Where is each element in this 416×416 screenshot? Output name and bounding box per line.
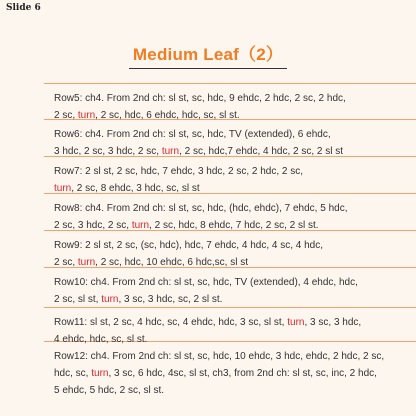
instruction-text: 2 sc, 3 hdc, 2 sc, [54, 220, 132, 231]
instruction-row [44, 193, 416, 230]
turn-keyword: turn [91, 368, 109, 379]
instruction-text: Row8: ch4. From 2nd ch: sl st, sc, hdc, (hdc, ehdc), 7 ehdc, 5 hdc, [54, 203, 348, 214]
instruction-line [54, 348, 416, 365]
instruction-text: Row11: sl st, 2 sc, 4 hdc, sc, 4 ehdc, hdc, 3 sc, sl st, [54, 317, 288, 328]
instruction-text: Row9: 2 sl st, 2 sc, (sc, hdc), hdc, 7 ehdc, 4 hdc, 4 sc, 4 hdc, [54, 240, 324, 251]
instruction-row [44, 83, 416, 119]
turn-keyword: turn [161, 146, 180, 157]
instruction-text: 2 sc, sl st, [54, 294, 102, 305]
turn-keyword: turn [101, 294, 119, 305]
instruction-text: 5 ehdc, 5 hdc, 2 sc, sl st. [54, 385, 165, 396]
instruction-row [44, 156, 416, 193]
slide-label: Slide 6 [6, 3, 41, 13]
instruction-text: 2 sc, [54, 110, 78, 121]
instruction-text: 2 sc, [54, 257, 78, 268]
instruction-row [44, 307, 416, 345]
page-title: Medium Leaf（2） [129, 40, 287, 69]
instruction-text: , 3 sc, 3 hdc, [304, 317, 362, 328]
instruction-row [44, 267, 416, 307]
instruction-text: , 2 sc, hdc, 8 ehdc, 7 hdc, 2 sc, 2 sl st. [149, 220, 319, 231]
instruction-text: , 2 sc, hdc, 10 ehdc, 6 hdc,sc, sl st [95, 257, 248, 268]
title-container [0, 40, 416, 69]
instruction-text: Row6: ch4. From 2nd ch: sl st, sc, hdc, TV (extended), 6 ehdc, [54, 129, 331, 140]
instruction-text: Row12: ch4. From 2nd ch: sl st, sc, hdc, 10 ehdc, 3 hdc, ehdc, 2 hdc, 2 sc, [54, 351, 385, 362]
instruction-row [44, 119, 416, 156]
instruction-row [44, 230, 416, 267]
instruction-line [54, 126, 416, 143]
instruction-row [44, 341, 416, 396]
instruction-line [54, 163, 416, 180]
instruction-line [54, 382, 416, 399]
turn-keyword: turn [131, 220, 150, 231]
instruction-text: , 3 sc, 3 hdc, sc, 2 sl st. [118, 294, 223, 305]
turn-keyword: turn [77, 110, 96, 121]
instruction-line [54, 314, 416, 331]
instruction-text: 3 hdc, 2 sc, 3 hdc, 2 sc, [54, 146, 162, 157]
instruction-line [54, 90, 416, 107]
turn-keyword: turn [54, 183, 72, 194]
instruction-line [54, 291, 416, 308]
instruction-text: Row10: ch4. From 2nd ch: sl st, sc, hdc, TV (extended), 4 ehdc, hdc, [54, 277, 358, 288]
instruction-line [54, 200, 416, 217]
instruction-text: , 3 sc, 6 hdc, 4sc, sl st, ch3, from 2nd ch: sl st, sc, inc, 2 hdc, [108, 368, 377, 379]
turn-keyword: turn [287, 317, 305, 328]
instruction-text: , 2 sc, 8 ehdc, 3 hdc, sc, sl st [71, 183, 200, 194]
turn-keyword: turn [77, 257, 96, 268]
instruction-line [54, 237, 416, 254]
instruction-text: Row7: 2 sl st, 2 sc, hdc, 7 ehdc, 3 hdc, 2 sc, 2 hdc, 2 sc, [54, 166, 304, 177]
instruction-text: 4 ehdc, hdc, sc, sl st. [54, 334, 148, 345]
instruction-text: Row5: ch4. From 2nd ch: sl st, sc, hdc, 9 ehdc, 2 hdc, 2 sc, 2 hdc, [54, 93, 346, 104]
instruction-line [54, 365, 416, 382]
instruction-text: hdc, sc, [54, 368, 92, 379]
instruction-text: , 2 sc, hdc,7 ehdc, 4 hdc, 2 sc, 2 sl st [179, 146, 344, 157]
instruction-text: , 2 sc, hdc, 6 ehdc, hdc, sc, sl st. [95, 110, 240, 121]
pattern-rows [44, 83, 416, 396]
instruction-line [54, 274, 416, 291]
